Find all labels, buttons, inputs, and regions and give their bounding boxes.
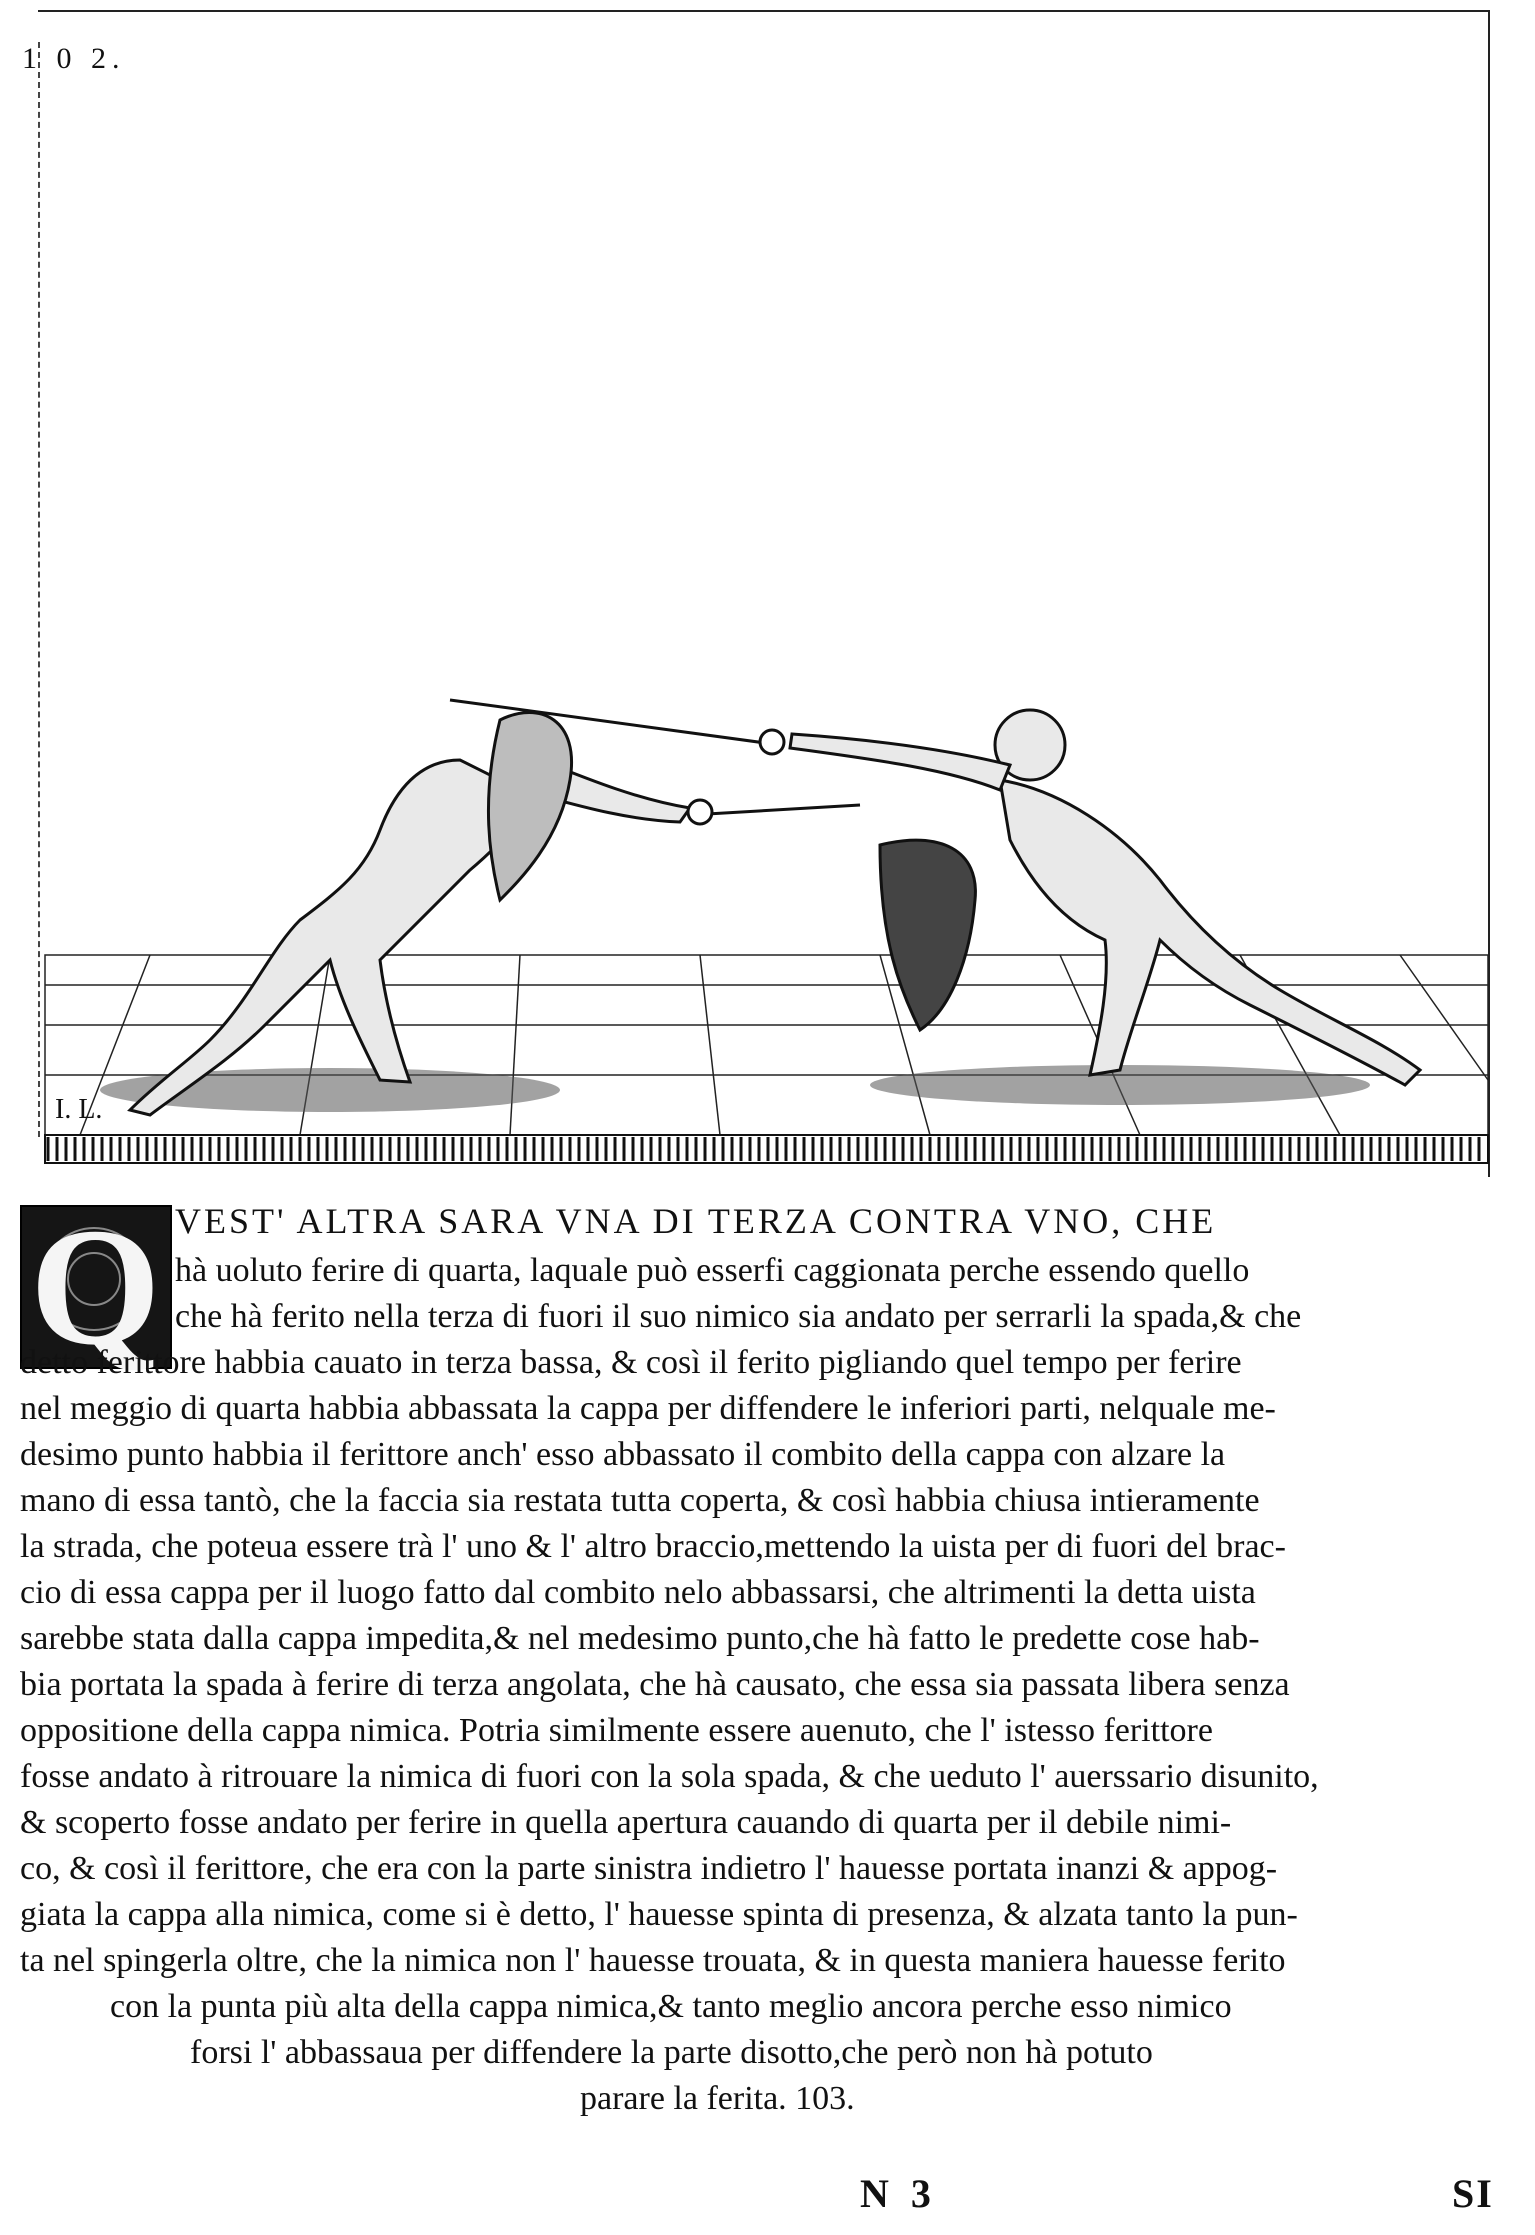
text-line: co, & così il ferittore, che era con la parte sinistra indietro l' hauesse portata inanzi & appog- bbox=[20, 1850, 1278, 1887]
text-line: forsi l' abbassaua per diffendere la parte disotto,che però non hà potuto bbox=[190, 2034, 1153, 2071]
text-line: che hà ferito nella terza di fuori il suo nimico sia andato per serrarli la spada,& che bbox=[175, 1298, 1302, 1335]
text-line: hà uoluto ferire di quarta, laquale può esserfi caggionata perche essendo quello bbox=[175, 1252, 1250, 1289]
plate-initials: I. L. bbox=[55, 1094, 103, 1125]
initial-letter: Q bbox=[30, 1194, 161, 1380]
text-line: nel meggio di quarta habbia abbassata la cappa per diffendere le inferiori parti, nelquale me- bbox=[20, 1390, 1276, 1427]
text-line: ta nel spingerla oltre, che la nimica non l' hauesse trouata, & in questa maniera hauesse ferito bbox=[20, 1942, 1286, 1979]
text-line: sarebbe stata dalla cappa impedita,& nel medesimo punto,che hà fatto le predette cose hab- bbox=[20, 1620, 1260, 1657]
text-line: giata la cappa alla nimica, come si è detto, l' hauesse spinta di presenza, & alzata tanto la pun- bbox=[20, 1896, 1298, 1933]
text-line: desimo punto habbia il ferittore anch' esso abbassato il combito della cappa con alzare la bbox=[20, 1436, 1226, 1473]
text-line: fosse andato à ritrouare la nimica di fuori con la sola spada, & che ueduto l' auerssario disunito, bbox=[20, 1758, 1319, 1795]
text-line: la strada, che poteua essere trà l' uno & l' altro braccio,mettendo la uista per di fuori del brac- bbox=[20, 1528, 1286, 1565]
text-line: & scoperto fosse andato per ferire in quella apertura cauando di quarta per il debile nimi- bbox=[20, 1804, 1232, 1841]
catchword: SI bbox=[1452, 2171, 1494, 2216]
signature-mark: N 3 bbox=[860, 2171, 937, 2216]
text-line: parare la ferita. 103. bbox=[580, 2080, 855, 2117]
page-number: 1 0 2. bbox=[22, 42, 126, 75]
text-line: con la punta più alta della cappa nimica,& tanto meglio ancora perche esso nimico bbox=[110, 1988, 1232, 2025]
text-line: VEST' ALTRA SARA VNA DI TERZA CONTRA VNO, CHE bbox=[175, 1201, 1217, 1241]
text-line: cio di essa cappa per il luogo fatto dal combito nelo abbassarsi, che altrimenti la detta uista bbox=[20, 1574, 1256, 1611]
text-line: bia portata la spada à ferire di terza angolata, che hà causato, che essa sia passata libera senza bbox=[20, 1666, 1290, 1703]
text-line: detto ferittore habbia cauato in terza bassa, & così il ferito pigliando quel tempo per ferire bbox=[20, 1344, 1242, 1381]
text-line: mano di essa tantò, che la faccia sia restata tutta coperta, & così habbia chiusa intieramente bbox=[20, 1482, 1260, 1519]
text-line: oppositione della cappa nimica. Potria similmente essere auenuto, che l' istesso ferittore bbox=[20, 1712, 1213, 1749]
